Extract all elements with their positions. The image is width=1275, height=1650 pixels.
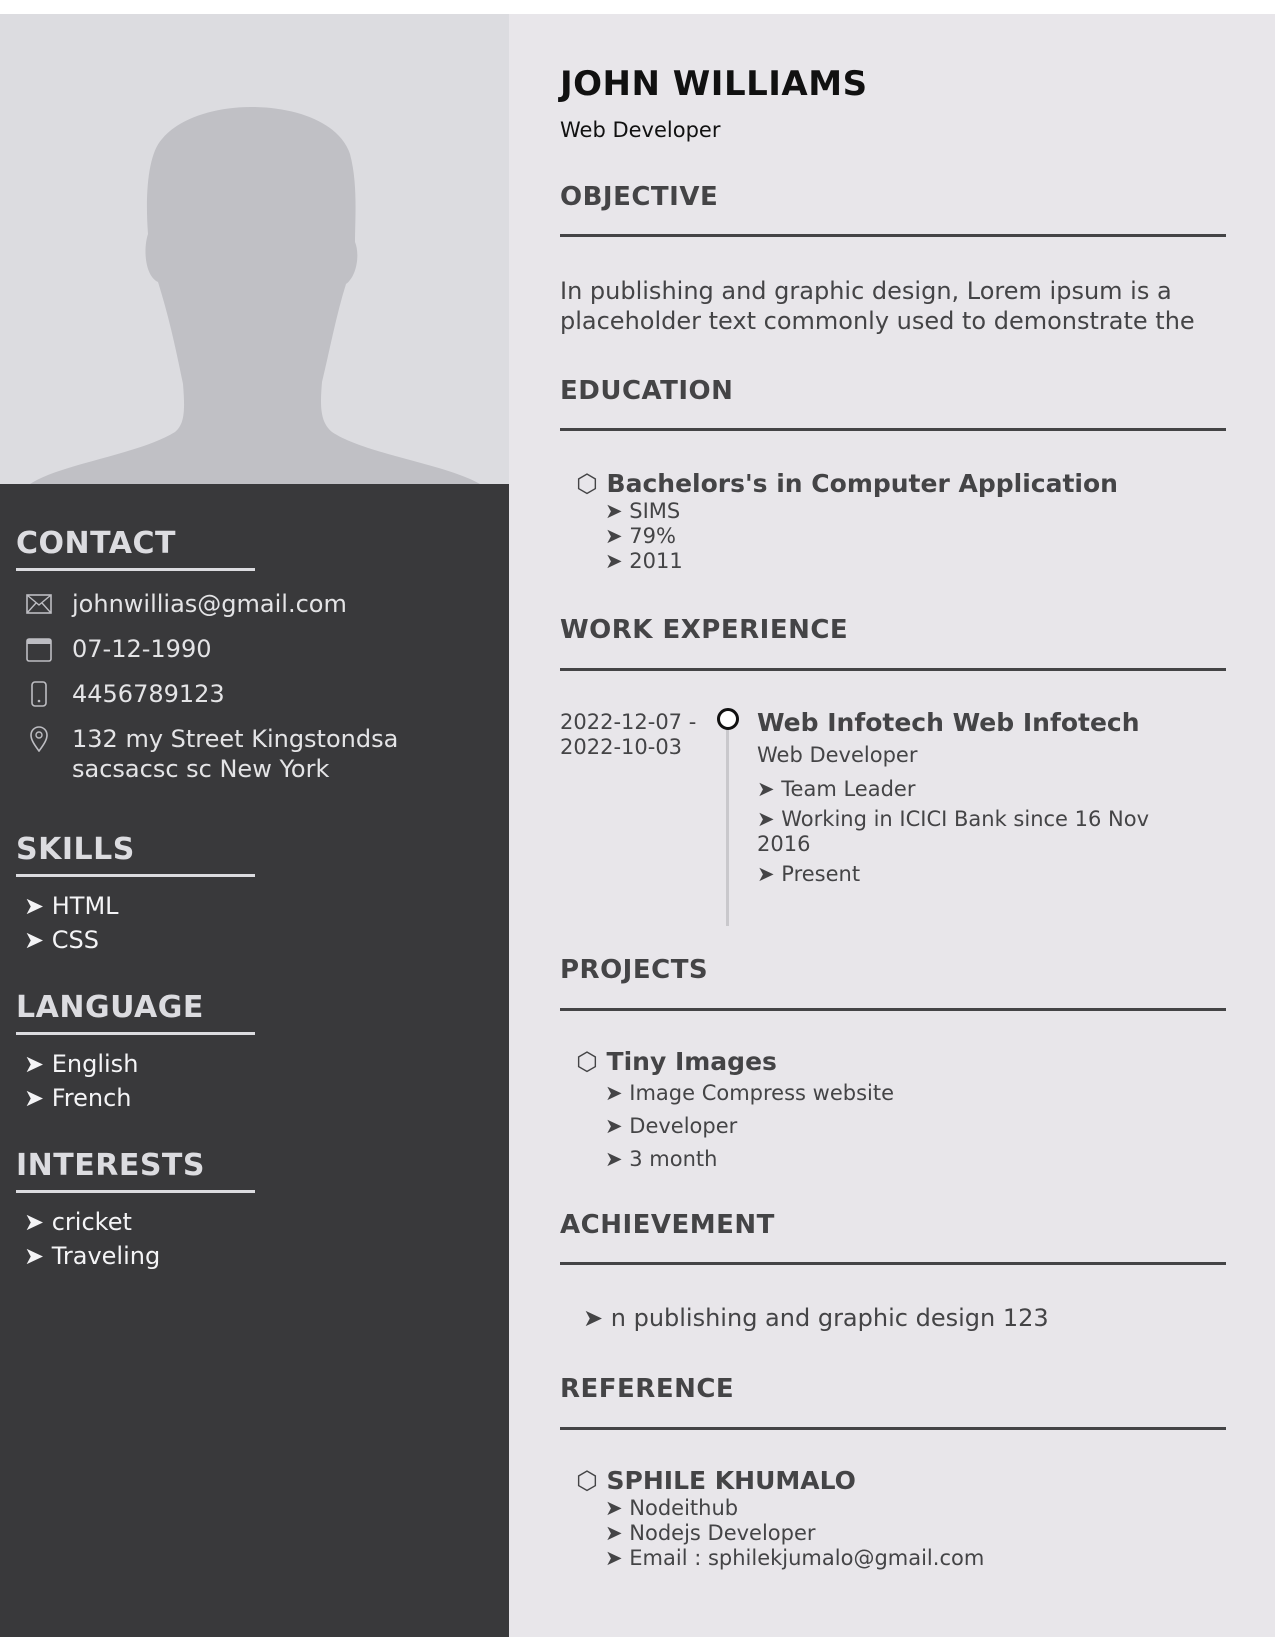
reference-heading: REFERENCE <box>560 1374 735 1404</box>
email-text: johnwillias@gmail.com <box>72 590 347 618</box>
person-role: Web Developer <box>560 118 721 142</box>
timeline-dot-icon <box>717 708 739 730</box>
education-divider <box>560 428 1226 431</box>
work-point: ➤ Working in ICICI Bank since 16 Nov <box>757 807 1150 831</box>
project-detail: ➤ Developer <box>605 1114 738 1138</box>
contact-section <box>16 526 496 571</box>
interest-item: ➤ Traveling <box>24 1242 161 1270</box>
location-pin-icon <box>24 724 54 754</box>
work-date-end: 2022-10-03 <box>560 735 683 759</box>
interests-section <box>16 1148 496 1273</box>
achievement-text: ➤ n publishing and graphic design 123 <box>583 1304 1049 1332</box>
projects-heading: PROJECTS <box>560 955 709 985</box>
language-section <box>16 990 496 1115</box>
skill-item: ➤ HTML <box>24 892 119 920</box>
achievement-heading: ACHIEVEMENT <box>560 1210 775 1240</box>
education-heading: EDUCATION <box>560 376 734 406</box>
project-detail: ➤ 3 month <box>605 1147 718 1171</box>
work-point: ➤ Present <box>757 862 861 886</box>
address-line-2: sacsacsc sc New York <box>72 755 330 783</box>
objective-divider <box>560 234 1226 237</box>
skills-heading: SKILLS <box>16 832 135 867</box>
interests-divider <box>16 1190 255 1193</box>
project-title: ⬡ Tiny Images <box>576 1047 777 1076</box>
skills-divider <box>16 874 255 877</box>
project-detail: ➤ Image Compress website <box>605 1081 895 1105</box>
work-position: Web Developer <box>757 743 918 767</box>
work-heading: WORK EXPERIENCE <box>560 615 849 645</box>
avatar-silhouette-icon <box>0 14 509 484</box>
reference-detail: ➤ Nodeithub <box>605 1496 739 1520</box>
objective-line: placeholder text commonly used to demonstrate the <box>560 307 1195 335</box>
dob-text: 07-12-1990 <box>72 635 212 663</box>
reference-name: ⬡ SPHILE KHUMALO <box>576 1466 856 1495</box>
company-name: Web Infotech Web Infotech <box>757 708 1140 737</box>
education-detail: ➤ 79% <box>605 524 676 548</box>
mail-icon <box>24 589 54 619</box>
education-item <box>576 469 1242 574</box>
reference-detail: ➤ Nodejs Developer <box>605 1521 816 1545</box>
work-item <box>757 708 1217 887</box>
contact-heading: CONTACT <box>16 526 176 561</box>
work-point: ➤ Team Leader <box>757 777 916 801</box>
objective-text <box>560 276 1226 336</box>
timeline-line <box>726 726 729 926</box>
reference-email[interactable]: ➤ Email : sphilekjumalo@gmail.com <box>605 1546 985 1570</box>
work-divider <box>560 668 1226 671</box>
objective-line: In publishing and graphic design, Lorem ipsum is a <box>560 277 1172 305</box>
reference-divider <box>560 1427 1226 1430</box>
language-item: ➤ French <box>24 1084 132 1112</box>
objective-heading: OBJECTIVE <box>560 182 719 212</box>
phone-icon <box>24 679 54 709</box>
resume-page <box>0 14 1275 1637</box>
work-dates <box>560 710 696 760</box>
degree-title: ⬡ Bachelors's in Computer Application <box>576 469 1118 498</box>
contact-address <box>24 724 398 784</box>
skill-item: ➤ CSS <box>24 926 99 954</box>
person-name: JOHN WILLIAMS <box>560 64 868 104</box>
contact-email[interactable] <box>24 589 347 619</box>
address-line-1: 132 my Street Kingstondsa <box>72 725 399 753</box>
contact-phone[interactable] <box>24 679 225 709</box>
education-detail: ➤ 2011 <box>605 549 683 573</box>
work-date-start: 2022-12-07 - <box>560 710 697 734</box>
sidebar <box>0 14 509 1637</box>
language-divider <box>16 1032 255 1035</box>
work-point-continued: 2016 <box>757 832 811 856</box>
achievement-divider <box>560 1262 1226 1265</box>
language-item: ➤ English <box>24 1050 139 1078</box>
project-item <box>576 1047 1242 1176</box>
education-detail: ➤ SIMS <box>605 499 681 523</box>
profile-photo <box>0 14 509 484</box>
skills-section <box>16 832 496 957</box>
reference-item <box>576 1466 1242 1571</box>
language-heading: LANGUAGE <box>16 990 204 1025</box>
contact-dob <box>24 634 211 664</box>
phone-text: 4456789123 <box>72 680 225 708</box>
interest-item: ➤ cricket <box>24 1208 132 1236</box>
projects-divider <box>560 1008 1226 1011</box>
interests-heading: INTERESTS <box>16 1148 205 1183</box>
calendar-icon <box>24 634 54 664</box>
contact-divider <box>16 568 255 571</box>
